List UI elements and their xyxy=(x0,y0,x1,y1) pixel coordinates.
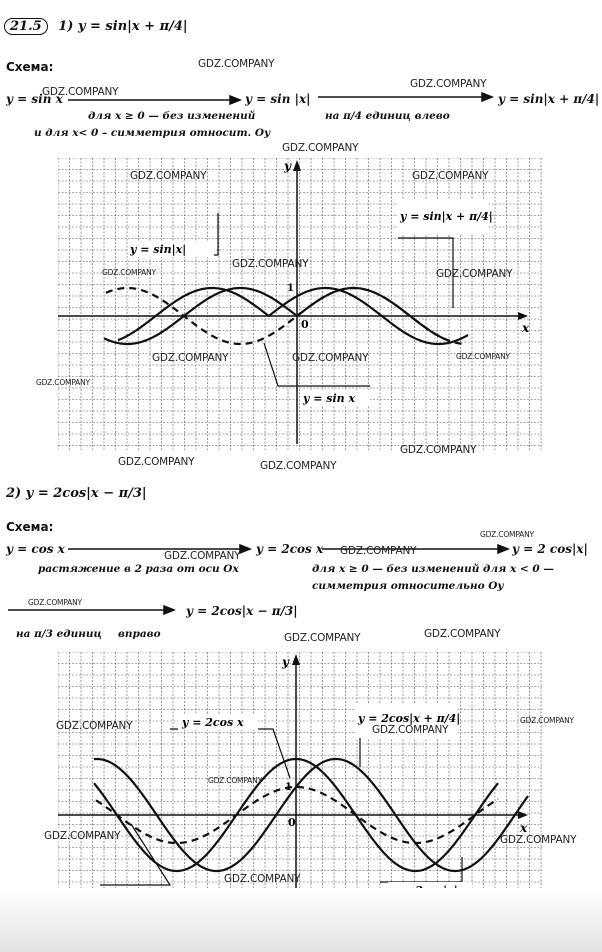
label-2cos: y = 2cos x xyxy=(182,716,244,729)
watermark: GDZ.COMPANY xyxy=(436,268,513,280)
watermark: GDZ.COMPANY xyxy=(260,460,337,472)
label-abs: y = sin|x| xyxy=(130,243,187,256)
problem-2-header xyxy=(6,486,147,501)
label-shifted: y = sin|x + π/4| xyxy=(400,210,493,223)
watermark: GDZ.COMPANY xyxy=(232,258,309,270)
y-axis-arrow xyxy=(292,654,300,665)
scheme-2-step2-line2: симметрия относительно Oy xyxy=(312,580,504,592)
watermark: GDZ.COMPANY xyxy=(164,550,241,562)
scheme-1-step2: на π/4 единиц влево xyxy=(325,110,450,122)
scheme-2-step3-b: вправо xyxy=(118,628,161,640)
scheme-2-step1: растяжение в 2 раза от оси Ox xyxy=(38,563,239,575)
watermark: GDZ.COMPANY xyxy=(480,530,534,539)
watermark: GDZ.COMPANY xyxy=(412,170,489,182)
x-axis-label: x xyxy=(520,821,528,835)
problem-1-part: 1) xyxy=(58,19,74,34)
scheme-2-end-eq: y = 2 cos|x| xyxy=(512,542,588,556)
scheme-1-heading: Схема: xyxy=(6,60,54,74)
watermark: GDZ.COMPANY xyxy=(44,830,121,842)
scheme-2-step3-a: на π/3 единиц xyxy=(16,628,102,640)
watermark: GDZ.COMPANY xyxy=(102,268,156,277)
watermark: GDZ.COMPANY xyxy=(224,873,301,885)
scheme-1-step1-line1: для x ≥ 0 — без изменений xyxy=(88,110,256,122)
watermark: GDZ.COMPANY xyxy=(500,834,577,846)
label-sin: y = sin x xyxy=(303,392,356,405)
scheme-2-step2-line1: для x ≥ 0 — без изменений для x < 0 — xyxy=(312,563,554,575)
watermark: GDZ.COMPANY xyxy=(198,58,275,70)
problem-1-formula: y = sin|x + π/4| xyxy=(77,19,188,34)
watermark: GDZ.COMPANY xyxy=(208,776,262,785)
one-label: 1 xyxy=(285,782,292,793)
watermark: GDZ.COMPANY xyxy=(56,720,133,732)
watermark: GDZ.COMPANY xyxy=(292,352,369,364)
one-label: 1 xyxy=(287,283,294,294)
leader-line-sin xyxy=(264,343,370,386)
scheme-2-final-eq: y = 2cos|x − π/3| xyxy=(186,604,298,618)
scheme-1-start-eq: y = sin x xyxy=(6,92,63,106)
bottom-shadow xyxy=(0,888,602,952)
y-axis-label: y xyxy=(284,159,291,173)
watermark: GDZ.COMPANY xyxy=(118,456,195,468)
scheme-2-heading: Схема: xyxy=(6,520,54,534)
watermark: GDZ.COMPANY xyxy=(520,716,574,725)
origin-label: 0 xyxy=(301,318,309,331)
scheme-1-arrows xyxy=(0,0,602,140)
problem-2-formula: y = 2cos|x − π/3| xyxy=(25,486,147,501)
watermark: GDZ.COMPANY xyxy=(152,352,229,364)
graph-1 xyxy=(58,158,542,450)
x-axis-arrow xyxy=(518,811,528,819)
x-axis-label: x xyxy=(522,321,530,335)
watermark: GDZ.COMPANY xyxy=(42,86,119,98)
watermark: GDZ.COMPANY xyxy=(410,78,487,90)
scheme-1-step1-line2: и для x< 0 – симметрия относит. Oy xyxy=(34,127,271,139)
origin-label: 0 xyxy=(288,816,296,829)
watermark: GDZ.COMPANY xyxy=(372,724,449,736)
watermark: GDZ.COMPANY xyxy=(130,170,207,182)
watermark: GDZ.COMPANY xyxy=(340,545,417,557)
problem-number-badge: 21.5 xyxy=(4,18,48,35)
scheme-1-end-eq: y = sin|x + π/4| xyxy=(498,92,600,106)
y-axis-label: y xyxy=(282,655,289,669)
watermark: GDZ.COMPANY xyxy=(36,378,90,387)
watermark: GDZ.COMPANY xyxy=(400,444,477,456)
scheme-2-start-eq: y = cos x xyxy=(6,542,65,556)
watermark: GDZ.COMPANY xyxy=(28,598,82,607)
label-shifted: y = 2cos|x + π/4| xyxy=(358,712,461,725)
watermark: GDZ.COMPANY xyxy=(424,628,501,640)
x-axis-arrow xyxy=(518,312,528,320)
problem-2-part: 2) xyxy=(6,486,22,501)
watermark: GDZ.COMPANY xyxy=(282,142,359,154)
watermark: GDZ.COMPANY xyxy=(284,632,361,644)
scheme-2-mid-eq: y = 2cos x xyxy=(256,542,324,556)
scheme-1-mid-eq: y = sin |x| xyxy=(245,92,311,106)
watermark: GDZ.COMPANY xyxy=(456,352,510,361)
scheme-2-arrows xyxy=(0,530,602,630)
